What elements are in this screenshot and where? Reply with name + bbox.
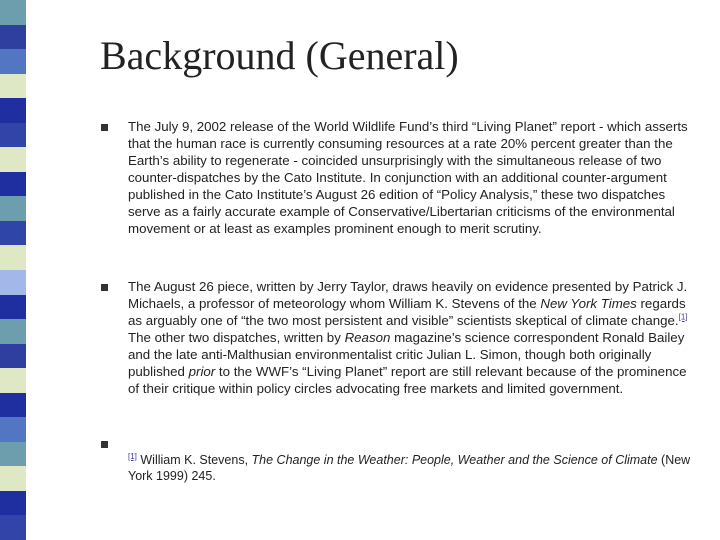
stripe-block [0, 319, 26, 344]
bullet2-part: The August 26 piece, written by Jerry Taylor, draws heavily on evidence presented by Patrick J. Michaels, a professor of meteorology whom William K. Stevens of the [128, 279, 688, 311]
bullet2-italic-nyt: New York Times [540, 296, 637, 311]
slide-title: Background (General) [100, 33, 459, 78]
stripe-block [0, 49, 26, 74]
bullet-marker-2 [101, 284, 108, 291]
bullet-marker-1 [101, 124, 108, 131]
footnote-publication: (New York 1999) 245. [128, 453, 691, 483]
bullet-text-1: The July 9, 2002 release of the World Wildlife Fund’s third “Living Planet” report - which asserts that the human race is currently consuming resources at a rate 20% percent greater than the Earth’s ability to regenerate - coincided unsurprisingly with the simultaneous release of two counter-dispatches by the Cato Institute. In conjunction with an additional counter-argument published in the Cato Institute’s August 26 edition of “Policy Analysis,” these two dispatches serve as a fairly accurate example of Conservative/Libertarian criticisms of the environmental movement or at least as examples prominent enough to merit scrutiny. [128, 119, 688, 236]
stripe-block [0, 491, 26, 516]
stripe-block [0, 74, 26, 99]
stripe-block [0, 98, 26, 123]
bullet-text-2 [128, 278, 688, 397]
stripe-block [0, 270, 26, 295]
stripe-block [0, 515, 26, 540]
bullet2-italic-prior: prior [188, 364, 216, 379]
footnote-reference-link[interactable]: [1] [678, 312, 688, 322]
footnote-author: William K. Stevens, [136, 453, 252, 467]
stripe-block [0, 123, 26, 148]
bullet2-part: regards as arguably one of “the two most persistent and visible” scientists skeptical of climate change. [128, 296, 686, 328]
footnote-anchor[interactable]: [1] [128, 451, 137, 461]
stripe-block [0, 442, 26, 467]
stripe-block [0, 245, 26, 270]
bullet2-italic-reason: Reason [344, 330, 391, 345]
stripe-block [0, 344, 26, 369]
stripe-block [0, 221, 26, 246]
bullet2-part: The other two dispatches, written by [128, 330, 345, 345]
bullet2-part: magazine’s science correspondent Ronald Bailey and the late anti-Malthusian environmentalist critic Julian L. Simon, though both originally published [128, 330, 685, 379]
footnote-book-title: The Change in the Weather: People, Weather and the Science of Climate [251, 453, 658, 467]
bullet-marker-3 [101, 441, 108, 448]
stripe-block [0, 295, 26, 320]
footnote [128, 452, 698, 484]
stripe-block [0, 172, 26, 197]
stripe-block [0, 196, 26, 221]
stripe-block [0, 393, 26, 418]
decorative-stripe [0, 0, 26, 540]
stripe-block [0, 147, 26, 172]
stripe-block [0, 417, 26, 442]
stripe-block [0, 25, 26, 50]
stripe-block [0, 368, 26, 393]
stripe-block [0, 466, 26, 491]
bullet2-part: to the WWF’s “Living Planet” report are still relevant because of the prominence of their critique within policy circles advocating free markets and limited government. [128, 364, 687, 396]
stripe-block [0, 0, 26, 25]
